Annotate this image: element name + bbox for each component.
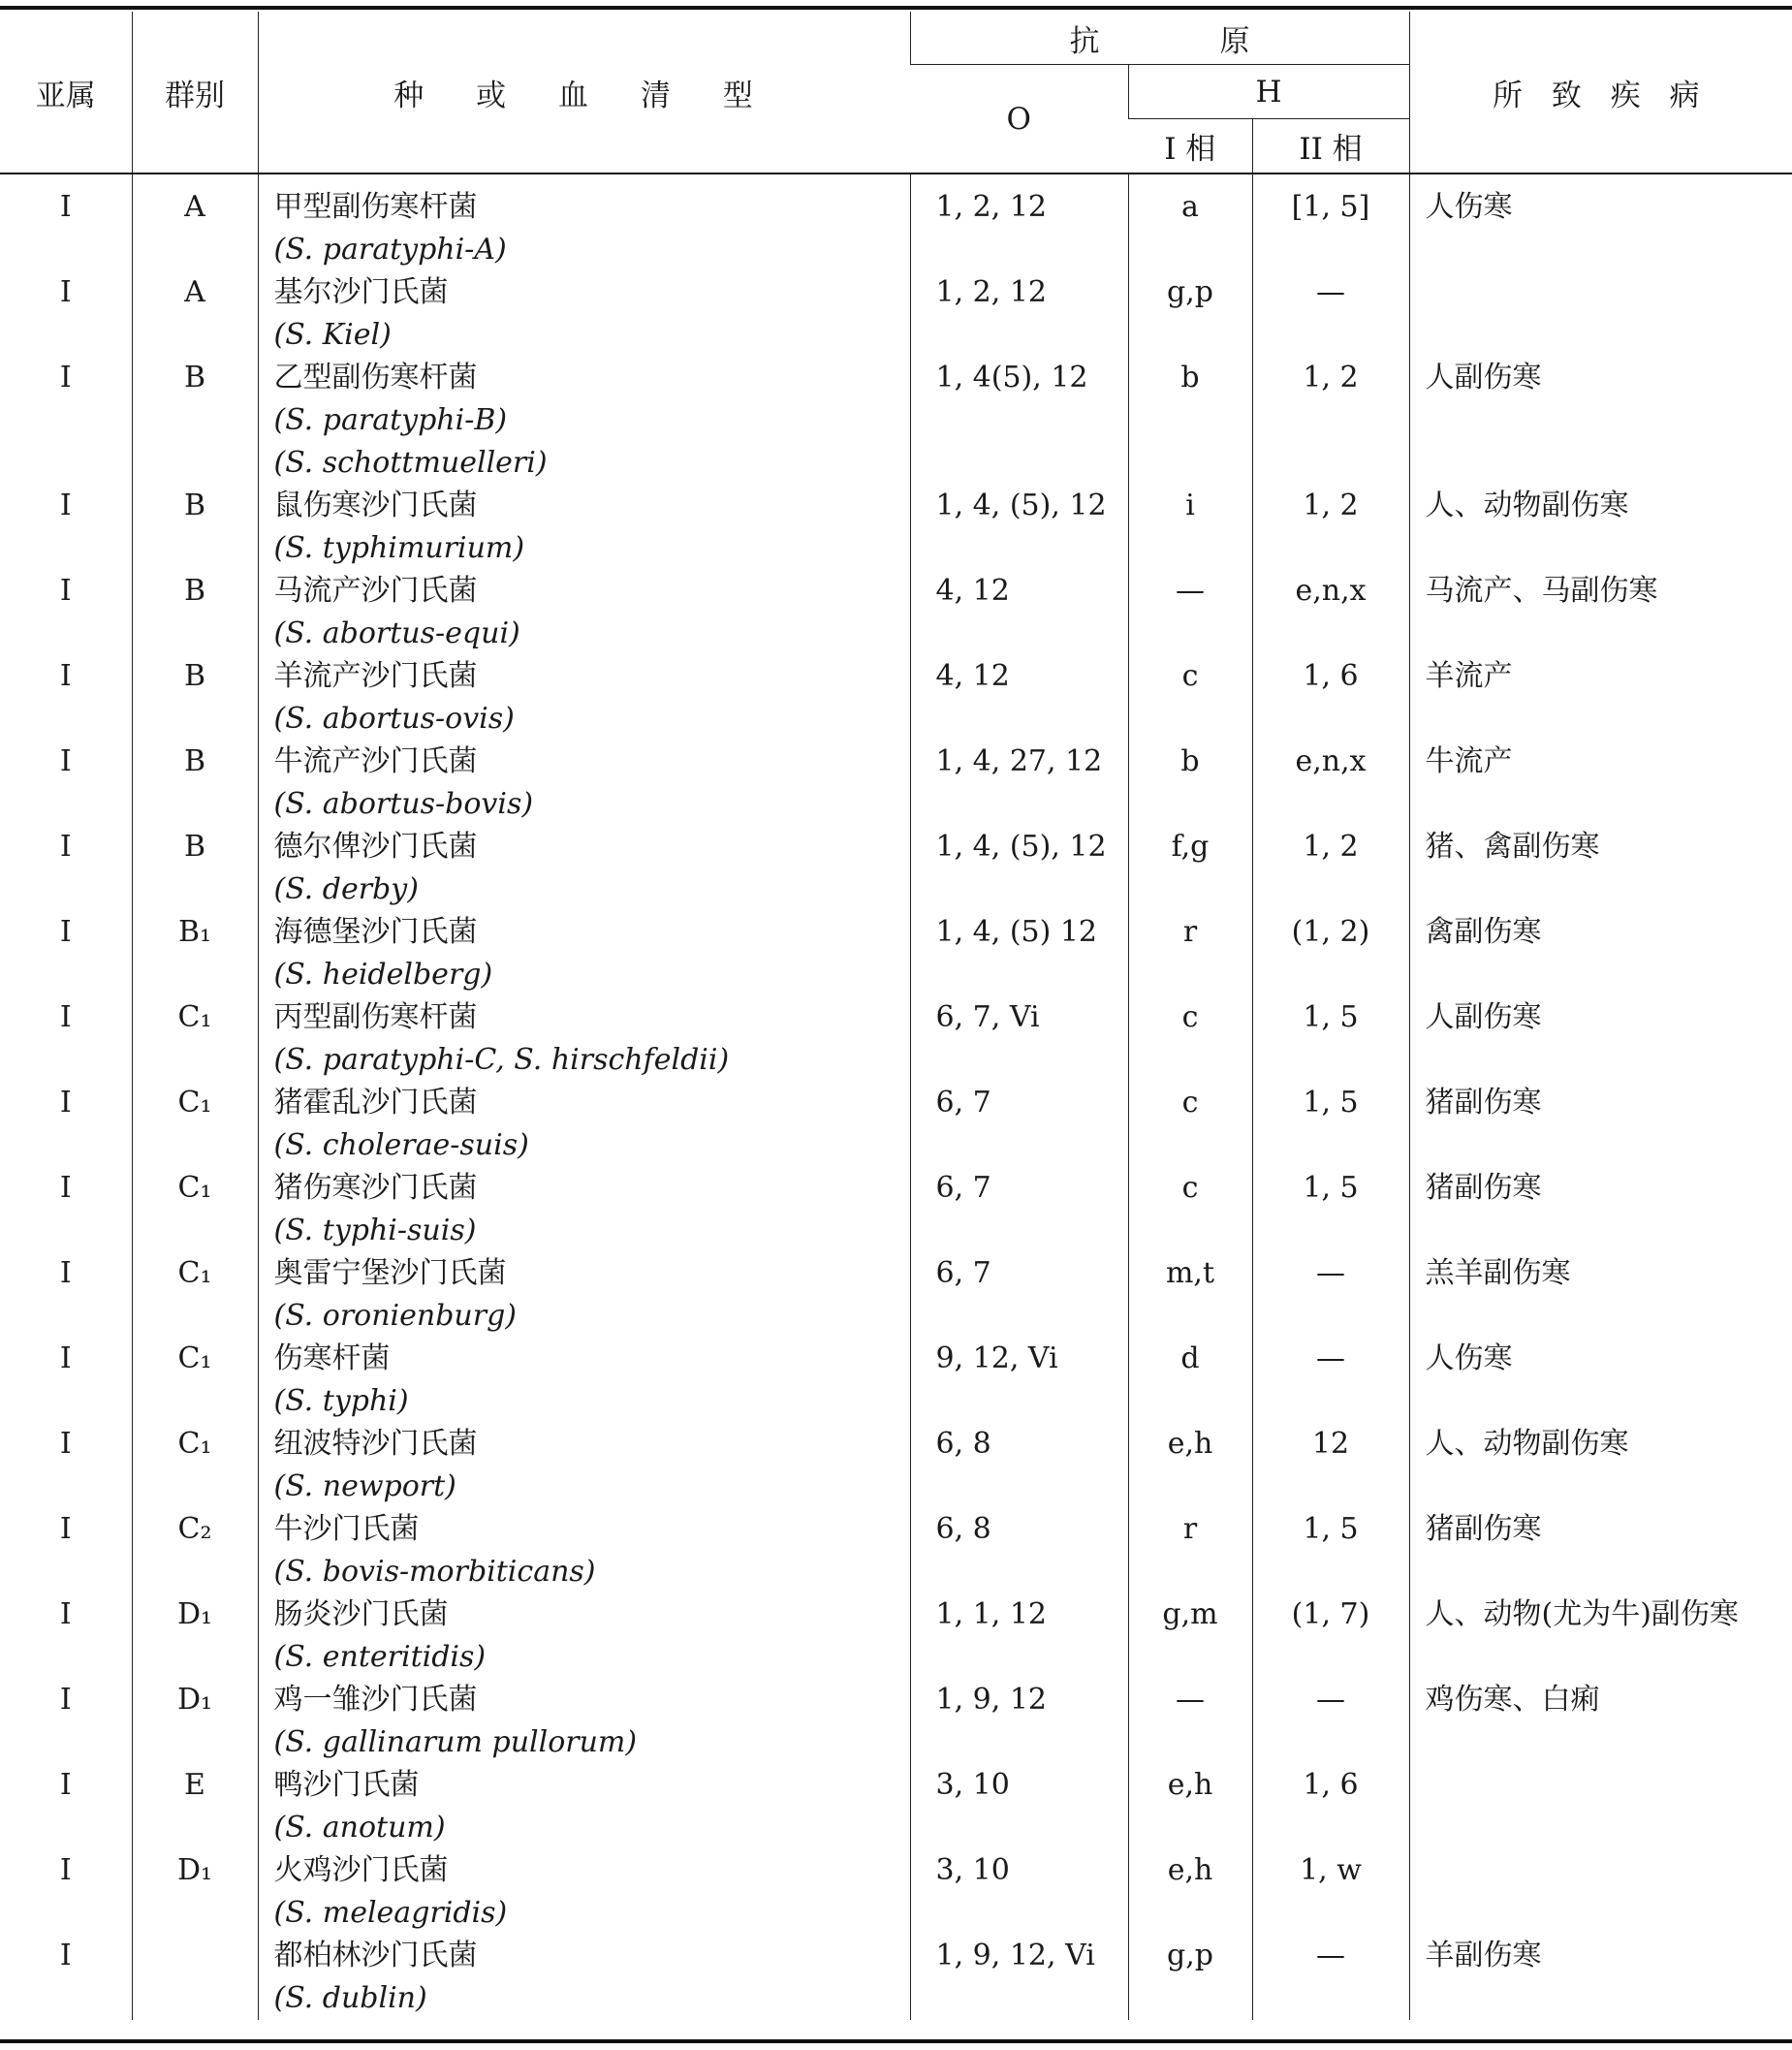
o-antigen-cell: 1, 2, 12 bbox=[910, 271, 1128, 357]
header-species bbox=[258, 12, 910, 173]
species-chinese-name: 鸡一雏沙门氏菌 bbox=[273, 1683, 478, 1717]
o-antigen-cell: 6, 7 bbox=[910, 1167, 1128, 1252]
h-phase-1-cell: d bbox=[1128, 1338, 1252, 1423]
h-phase-2-cell: e,n,x bbox=[1252, 741, 1409, 826]
o-antigen-cell: 6, 8 bbox=[910, 1423, 1128, 1508]
subgenus-cell: I bbox=[59, 1939, 72, 1972]
species-cell bbox=[258, 1508, 910, 1593]
subgenus-cell: I bbox=[59, 915, 72, 949]
group-cell: B₁ bbox=[132, 911, 258, 996]
h-phase-2-cell: (1, 7) bbox=[1252, 1593, 1409, 1679]
group-cell: B bbox=[132, 570, 258, 655]
disease-cell: 牛流产 bbox=[1409, 741, 1792, 826]
species-chinese-name: 基尔沙门氏菌 bbox=[273, 275, 449, 309]
header-species-text: 种 或 血 清 型 bbox=[393, 78, 774, 113]
h-phase-2-cell: (1, 2) bbox=[1252, 911, 1409, 996]
table-row bbox=[0, 570, 1792, 655]
species-chinese-name: 牛流产沙门氏菌 bbox=[273, 744, 478, 778]
group-cell: D₁ bbox=[132, 1849, 258, 1935]
species-cell bbox=[258, 1167, 910, 1252]
group-cell: B bbox=[132, 826, 258, 911]
table-row bbox=[0, 1679, 1792, 1764]
h-phase-1-cell: b bbox=[1128, 741, 1252, 826]
header-disease-text: 所 致 疾 病 bbox=[1492, 78, 1710, 113]
species-latin-name: (S. dublin) bbox=[273, 1981, 427, 2015]
subgenus-cell: I bbox=[59, 1341, 72, 1375]
subgenus-cell: I bbox=[59, 1086, 72, 1120]
h-phase-2-cell: 1, 5 bbox=[1252, 996, 1409, 1082]
h-phase-1-cell: e,h bbox=[1128, 1849, 1252, 1935]
o-antigen-cell: 6, 7, Vi bbox=[910, 996, 1128, 1082]
subgenus-cell: I bbox=[59, 190, 72, 224]
group-cell: C₁ bbox=[132, 1423, 258, 1508]
subgenus-cell: I bbox=[59, 1256, 72, 1290]
disease-cell bbox=[1409, 271, 1792, 357]
table-row bbox=[0, 1423, 1792, 1508]
species-latin-name: (S. paratyphi-B) bbox=[273, 403, 508, 437]
group-cell: E bbox=[132, 1764, 258, 1849]
species-chinese-name: 海德堡沙门氏菌 bbox=[273, 915, 478, 949]
h-phase-1-cell: g,p bbox=[1128, 271, 1252, 357]
h-phase-1-cell: g,m bbox=[1128, 1593, 1252, 1679]
disease-cell: 羊流产 bbox=[1409, 655, 1792, 741]
h-phase-1-cell: c bbox=[1128, 1082, 1252, 1167]
disease-cell: 羔羊副伤寒 bbox=[1409, 1252, 1792, 1338]
o-antigen-cell: 6, 7 bbox=[910, 1252, 1128, 1338]
subgenus-cell: I bbox=[59, 489, 72, 522]
h-phase-2-cell: 1, 2 bbox=[1252, 485, 1409, 570]
disease-cell: 猪副伤寒 bbox=[1409, 1082, 1792, 1167]
species-chinese-name: 奥雷宁堡沙门氏菌 bbox=[273, 1256, 507, 1290]
h-phase-2-cell: 1, 2 bbox=[1252, 826, 1409, 911]
o-antigen-cell: 1, 2, 12 bbox=[910, 173, 1128, 271]
species-chinese-name: 德尔俾沙门氏菌 bbox=[273, 830, 478, 864]
species-latin-name: (S. typhimurium) bbox=[273, 531, 525, 565]
group-cell: C₁ bbox=[132, 1338, 258, 1423]
species-latin-name: (S. schottmuelleri) bbox=[273, 446, 548, 480]
subgenus-cell: I bbox=[59, 1597, 72, 1631]
table-row bbox=[0, 1082, 1792, 1167]
disease-cell: 禽副伤寒 bbox=[1409, 911, 1792, 996]
species-cell bbox=[258, 1593, 910, 1679]
bottom-rule bbox=[0, 2039, 1792, 2043]
o-antigen-cell: 6, 8 bbox=[910, 1508, 1128, 1593]
header-group: 群别 bbox=[132, 12, 258, 173]
h-phase-2-cell: 1, 5 bbox=[1252, 1167, 1409, 1252]
o-antigen-cell: 1, 9, 12, Vi bbox=[910, 1935, 1128, 2020]
h-phase-1-cell: c bbox=[1128, 996, 1252, 1082]
subgenus-cell: I bbox=[59, 1000, 72, 1034]
h-phase-1-cell: i bbox=[1128, 485, 1252, 570]
table-header bbox=[0, 12, 1792, 173]
group-cell: D₁ bbox=[132, 1593, 258, 1679]
subgenus-cell: I bbox=[59, 830, 72, 864]
h-phase-1-cell: — bbox=[1128, 1679, 1252, 1764]
disease-cell: 鸡伤寒、白痢 bbox=[1409, 1679, 1792, 1764]
h-phase-1-cell: m,t bbox=[1128, 1252, 1252, 1338]
disease-cell: 羊副伤寒 bbox=[1409, 1935, 1792, 2020]
table-body bbox=[0, 173, 1792, 2020]
o-antigen-cell: 1, 4, 27, 12 bbox=[910, 741, 1128, 826]
disease-cell: 猪、禽副伤寒 bbox=[1409, 826, 1792, 911]
species-latin-name: (S. enteritidis) bbox=[273, 1640, 487, 1674]
species-latin-name: (S. newport) bbox=[273, 1469, 456, 1503]
species-latin-name: (S. typhi-suis) bbox=[273, 1214, 477, 1247]
top-rule bbox=[0, 6, 1792, 10]
header-h-phase-2: II 相 bbox=[1252, 119, 1409, 174]
group-cell: D₁ bbox=[132, 1679, 258, 1764]
disease-cell: 猪副伤寒 bbox=[1409, 1508, 1792, 1593]
species-latin-name: (S. meleagridis) bbox=[273, 1896, 508, 1930]
species-latin-name: (S. abortus-ovis) bbox=[273, 702, 515, 736]
species-cell bbox=[258, 826, 910, 911]
subgenus-cell: I bbox=[59, 1768, 72, 1802]
group-cell: C₁ bbox=[132, 1252, 258, 1338]
disease-cell bbox=[1409, 1849, 1792, 1935]
disease-cell: 人副伤寒 bbox=[1409, 357, 1792, 485]
species-chinese-name: 丙型副伤寒杆菌 bbox=[273, 1000, 478, 1034]
disease-cell: 人、动物(尤为牛)副伤寒 bbox=[1409, 1593, 1792, 1679]
o-antigen-cell: 6, 7 bbox=[910, 1082, 1128, 1167]
species-cell bbox=[258, 1935, 910, 2020]
subgenus-cell: I bbox=[59, 744, 72, 778]
subgenus-cell: I bbox=[59, 1512, 72, 1546]
species-chinese-name: 甲型副伤寒杆菌 bbox=[273, 190, 478, 224]
species-latin-name: (S. cholerae-suis) bbox=[273, 1128, 529, 1162]
disease-cell: 人伤寒 bbox=[1409, 173, 1792, 271]
table-row bbox=[0, 1849, 1792, 1935]
table-row bbox=[0, 996, 1792, 1082]
species-latin-name: (S. bovis-morbiticans) bbox=[273, 1555, 596, 1589]
subgenus-cell: I bbox=[59, 1171, 72, 1205]
h-phase-2-cell: 12 bbox=[1252, 1423, 1409, 1508]
table-row bbox=[0, 911, 1792, 996]
species-cell bbox=[258, 570, 910, 655]
h-phase-2-cell: — bbox=[1252, 1935, 1409, 2020]
species-chinese-name: 肠炎沙门氏菌 bbox=[273, 1597, 449, 1631]
species-chinese-name: 猪伤寒沙门氏菌 bbox=[273, 1171, 478, 1205]
h-phase-2-cell: 1, w bbox=[1252, 1849, 1409, 1935]
species-cell bbox=[258, 1423, 910, 1508]
o-antigen-cell: 4, 12 bbox=[910, 570, 1128, 655]
h-phase-1-cell: g,p bbox=[1128, 1935, 1252, 2020]
group-cell: B bbox=[132, 741, 258, 826]
h-phase-1-cell: r bbox=[1128, 911, 1252, 996]
species-chinese-name: 伤寒杆菌 bbox=[273, 1341, 391, 1375]
species-latin-name: (S. gallinarum pullorum) bbox=[273, 1725, 638, 1759]
h-phase-2-cell: 1, 2 bbox=[1252, 357, 1409, 485]
species-cell bbox=[258, 911, 910, 996]
header-disease bbox=[1409, 12, 1792, 173]
header-o-antigen: O bbox=[910, 65, 1128, 174]
header-subgenus: 亚属 bbox=[0, 12, 132, 173]
species-cell bbox=[258, 1764, 910, 1849]
species-cell bbox=[258, 357, 910, 485]
group-cell bbox=[132, 1935, 258, 2020]
h-phase-1-cell: e,h bbox=[1128, 1423, 1252, 1508]
h-phase-2-cell: 1, 5 bbox=[1252, 1508, 1409, 1593]
h-phase-1-cell: e,h bbox=[1128, 1764, 1252, 1849]
subgenus-cell: I bbox=[59, 275, 72, 309]
h-phase-1-cell: c bbox=[1128, 655, 1252, 741]
h-phase-2-cell: — bbox=[1252, 1338, 1409, 1423]
h-phase-2-cell: 1, 6 bbox=[1252, 655, 1409, 741]
species-cell bbox=[258, 271, 910, 357]
species-cell bbox=[258, 1252, 910, 1338]
table-row bbox=[0, 1764, 1792, 1849]
species-chinese-name: 乙型副伤寒杆菌 bbox=[273, 361, 478, 394]
h-phase-2-cell: 1, 6 bbox=[1252, 1764, 1409, 1849]
species-cell bbox=[258, 1849, 910, 1935]
table-row bbox=[0, 357, 1792, 485]
o-antigen-cell: 3, 10 bbox=[910, 1764, 1128, 1849]
species-latin-name: (S. abortus-bovis) bbox=[273, 787, 534, 821]
species-latin-name: (S. heidelberg) bbox=[273, 958, 493, 992]
table-row bbox=[0, 1508, 1792, 1593]
table-row bbox=[0, 1338, 1792, 1423]
h-phase-2-cell: e,n,x bbox=[1252, 570, 1409, 655]
table-row bbox=[0, 271, 1792, 357]
species-chinese-name: 纽波特沙门氏菌 bbox=[273, 1427, 478, 1461]
o-antigen-cell: 1, 4(5), 12 bbox=[910, 357, 1128, 485]
subgenus-cell: I bbox=[59, 659, 72, 693]
species-cell bbox=[258, 1679, 910, 1764]
species-chinese-name: 火鸡沙门氏菌 bbox=[273, 1853, 449, 1887]
table-row bbox=[0, 741, 1792, 826]
table-row bbox=[0, 1167, 1792, 1252]
disease-cell bbox=[1409, 1764, 1792, 1849]
h-phase-2-cell: — bbox=[1252, 1679, 1409, 1764]
species-chinese-name: 羊流产沙门氏菌 bbox=[273, 659, 478, 693]
disease-cell: 猪副伤寒 bbox=[1409, 1167, 1792, 1252]
h-phase-1-cell: c bbox=[1128, 1167, 1252, 1252]
table-row bbox=[0, 173, 1792, 271]
species-cell bbox=[258, 1082, 910, 1167]
group-cell: B bbox=[132, 485, 258, 570]
species-latin-name: (S. anotum) bbox=[273, 1811, 446, 1845]
group-cell: C₂ bbox=[132, 1508, 258, 1593]
species-cell bbox=[258, 996, 910, 1082]
h-phase-2-cell: 1, 5 bbox=[1252, 1082, 1409, 1167]
species-cell bbox=[258, 1338, 910, 1423]
species-chinese-name: 都柏林沙门氏菌 bbox=[273, 1939, 478, 1972]
subgenus-cell: I bbox=[59, 574, 72, 608]
header-antigen: 抗 原 bbox=[910, 12, 1409, 65]
table-row bbox=[0, 826, 1792, 911]
group-cell: B bbox=[132, 357, 258, 485]
h-phase-1-cell: r bbox=[1128, 1508, 1252, 1593]
o-antigen-cell: 1, 9, 12 bbox=[910, 1679, 1128, 1764]
o-antigen-cell: 9, 12, Vi bbox=[910, 1338, 1128, 1423]
disease-cell: 人伤寒 bbox=[1409, 1338, 1792, 1423]
o-antigen-cell: 3, 10 bbox=[910, 1849, 1128, 1935]
o-antigen-cell: 1, 4, (5) 12 bbox=[910, 911, 1128, 996]
species-latin-name: (S. oronienburg) bbox=[273, 1299, 517, 1333]
disease-cell: 马流产、马副伤寒 bbox=[1409, 570, 1792, 655]
species-chinese-name: 鸭沙门氏菌 bbox=[273, 1768, 420, 1802]
table-row bbox=[0, 1252, 1792, 1338]
species-latin-name: (S. paratyphi-A) bbox=[273, 233, 507, 267]
group-cell: A bbox=[132, 271, 258, 357]
species-chinese-name: 马流产沙门氏菌 bbox=[273, 574, 478, 608]
species-latin-name: (S. paratyphi-C, S. hirschfeldii) bbox=[273, 1043, 730, 1077]
o-antigen-cell: 1, 4, (5), 12 bbox=[910, 826, 1128, 911]
table-row bbox=[0, 485, 1792, 570]
group-cell: C₁ bbox=[132, 996, 258, 1082]
group-cell: A bbox=[132, 173, 258, 271]
group-cell: C₁ bbox=[132, 1082, 258, 1167]
disease-cell: 人、动物副伤寒 bbox=[1409, 1423, 1792, 1508]
species-cell bbox=[258, 655, 910, 741]
h-phase-2-cell: — bbox=[1252, 271, 1409, 357]
disease-cell: 人副伤寒 bbox=[1409, 996, 1792, 1082]
h-phase-1-cell: — bbox=[1128, 570, 1252, 655]
species-latin-name: (S. typhi) bbox=[273, 1384, 409, 1418]
subgenus-cell: I bbox=[59, 1683, 72, 1717]
table-row bbox=[0, 1935, 1792, 2020]
o-antigen-cell: 4, 12 bbox=[910, 655, 1128, 741]
group-cell: C₁ bbox=[132, 1167, 258, 1252]
h-phase-1-cell: a bbox=[1128, 173, 1252, 271]
species-cell bbox=[258, 173, 910, 271]
species-chinese-name: 鼠伤寒沙门氏菌 bbox=[273, 489, 478, 522]
serotype-table bbox=[0, 12, 1792, 2020]
species-chinese-name: 牛沙门氏菌 bbox=[273, 1512, 420, 1546]
subgenus-cell: I bbox=[59, 361, 72, 394]
species-cell bbox=[258, 741, 910, 826]
o-antigen-cell: 1, 1, 12 bbox=[910, 1593, 1128, 1679]
subgenus-cell: I bbox=[59, 1853, 72, 1887]
h-phase-1-cell: b bbox=[1128, 357, 1252, 485]
o-antigen-cell: 1, 4, (5), 12 bbox=[910, 485, 1128, 570]
header-h-phase-1: I 相 bbox=[1128, 119, 1252, 174]
group-cell: B bbox=[132, 655, 258, 741]
h-phase-1-cell: f,g bbox=[1128, 826, 1252, 911]
disease-cell: 人、动物副伤寒 bbox=[1409, 485, 1792, 570]
subgenus-cell: I bbox=[59, 1427, 72, 1461]
species-cell bbox=[258, 485, 910, 570]
h-phase-2-cell: — bbox=[1252, 1252, 1409, 1338]
species-latin-name: (S. Kiel) bbox=[273, 318, 392, 352]
h-phase-2-cell: [1, 5] bbox=[1252, 173, 1409, 271]
species-latin-name: (S. derby) bbox=[273, 872, 419, 906]
header-h-antigen: H bbox=[1128, 65, 1409, 119]
species-chinese-name: 猪霍乱沙门氏菌 bbox=[273, 1086, 478, 1120]
table-row bbox=[0, 655, 1792, 741]
species-latin-name: (S. abortus-equi) bbox=[273, 616, 520, 650]
table-row bbox=[0, 1593, 1792, 1679]
